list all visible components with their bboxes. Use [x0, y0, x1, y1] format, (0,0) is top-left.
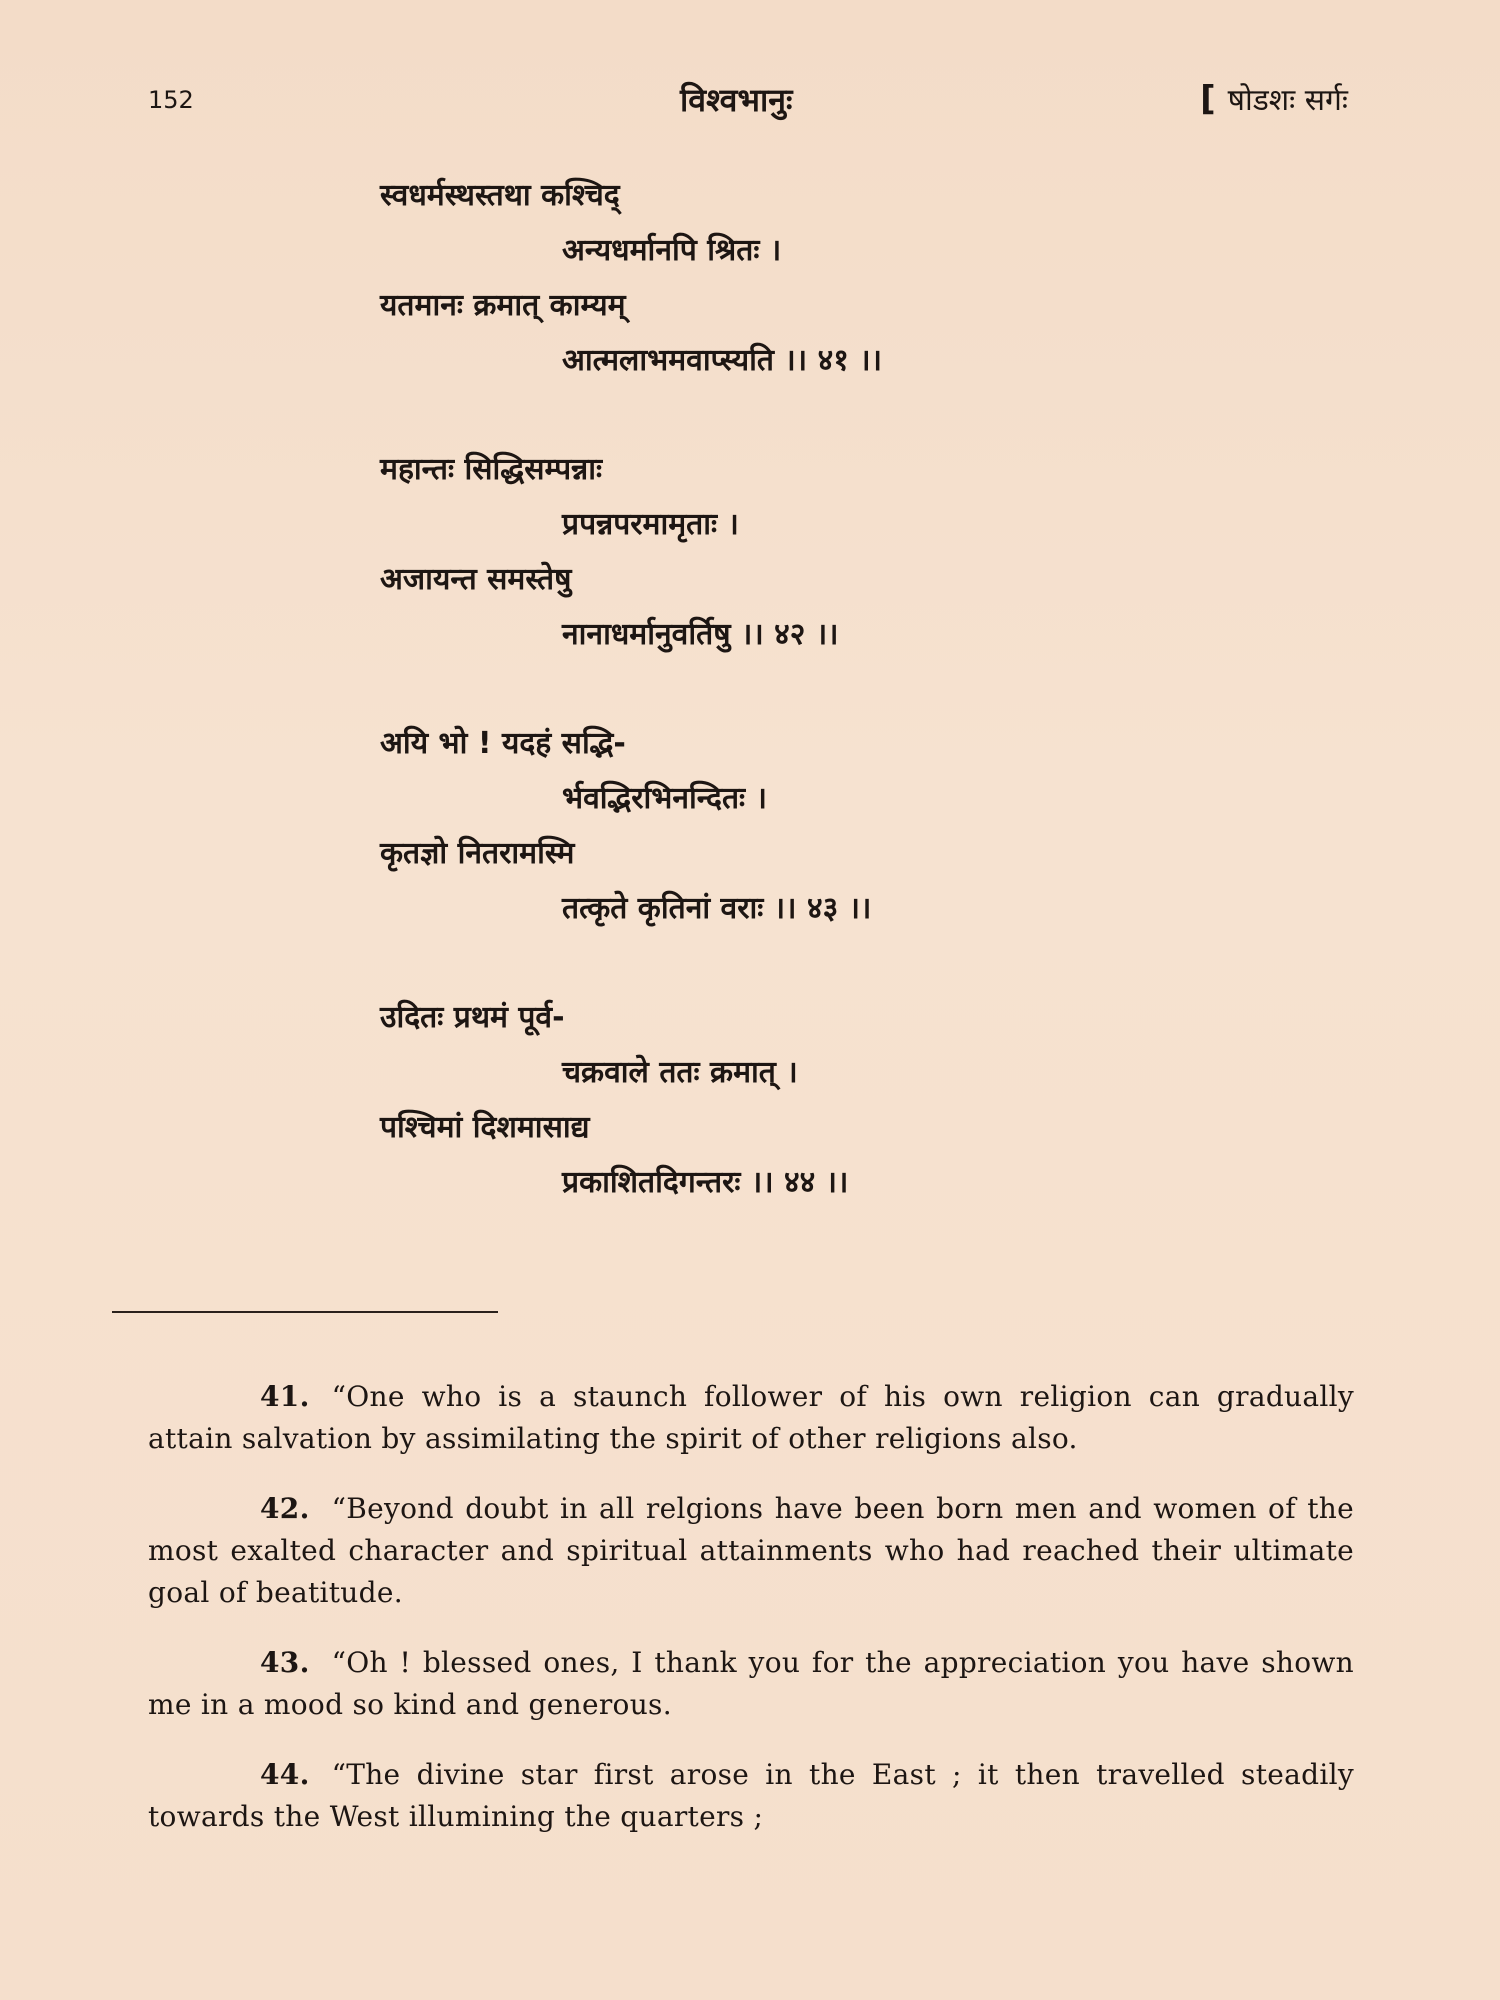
- verse-line: र्भवद्भिरभिनन्दितः ।: [562, 781, 767, 816]
- verse-line: अयि भो ! यदहं सद्भि-: [380, 726, 626, 761]
- verse-line: यतमानः क्रमात् काम्यम्: [380, 288, 626, 323]
- note-number: 42.: [260, 1492, 310, 1525]
- note-text: “Beyond doubt in all relgions have been born men and women of the most exalted character and spiritual attainments who had reached their ultimate goal of beatitude.: [148, 1492, 1354, 1609]
- verse-line: पश्चिमां दिशमासाद्य: [380, 1110, 590, 1145]
- verse-line: कृतज्ञो नितरामस्मि: [380, 836, 575, 871]
- verse-41: [380, 168, 1180, 388]
- section-label: [1200, 78, 1348, 119]
- verse-42: [380, 442, 1180, 662]
- verse-line: तत्कृते कृतिनां वराः ।। ४३ ।।: [562, 891, 872, 926]
- verse-line: उदितः प्रथमं पूर्व-: [380, 1000, 565, 1035]
- verse-line: प्रकाशितदिगन्तरः ।। ४४ ।।: [562, 1165, 849, 1200]
- verse-line: नानाधर्मानुवर्तिषु ।। ४२ ।।: [562, 617, 839, 652]
- page-header: [0, 78, 1500, 128]
- sanskrit-verses: [380, 168, 1180, 1264]
- note-text: “The divine star first arose in the East ; it then travelled steadily towards the West illumining the quarters ;: [148, 1758, 1354, 1833]
- verse-line: स्वधर्मस्थस्तथा कश्चिद्: [380, 178, 620, 213]
- note-number: 41.: [260, 1380, 310, 1413]
- running-title: विश्वभानुः: [680, 81, 793, 119]
- note-number: 44.: [260, 1758, 310, 1791]
- section-name: षोडशः सर्गः: [1227, 83, 1348, 118]
- note-43: [148, 1642, 1354, 1726]
- note-41: [148, 1376, 1354, 1460]
- verse-line: अन्यधर्मानपि श्रितः ।: [562, 233, 782, 268]
- verse-line: महान्तः सिद्धिसम्पन्नाः: [380, 452, 603, 487]
- footnote-divider: [112, 1311, 498, 1313]
- translation-notes: [148, 1348, 1354, 1862]
- verse-line: अजायन्त समस्तेषु: [380, 562, 572, 597]
- verse-44: [380, 990, 1180, 1210]
- note-number: 43.: [260, 1646, 310, 1679]
- note-42: [148, 1488, 1354, 1614]
- verse-43: [380, 716, 1180, 936]
- verse-line: चक्रवाले ततः क्रमात् ।: [562, 1055, 798, 1090]
- verse-line: आत्मलाभमवाप्स्यति ।। ४१ ।।: [562, 343, 882, 378]
- note-44: [148, 1754, 1354, 1838]
- page-number: 152: [148, 86, 194, 114]
- note-text: “One who is a staunch follower of his own religion can gradually attain salvation by assimilating the spirit of other religions also.: [148, 1380, 1354, 1455]
- section-bracket: [: [1200, 79, 1216, 119]
- note-text: “Oh ! blessed ones, I thank you for the appreciation you have shown me in a mood so kind and generous.: [148, 1646, 1354, 1721]
- verse-line: प्रपन्नपरमामृताः ।: [562, 507, 739, 542]
